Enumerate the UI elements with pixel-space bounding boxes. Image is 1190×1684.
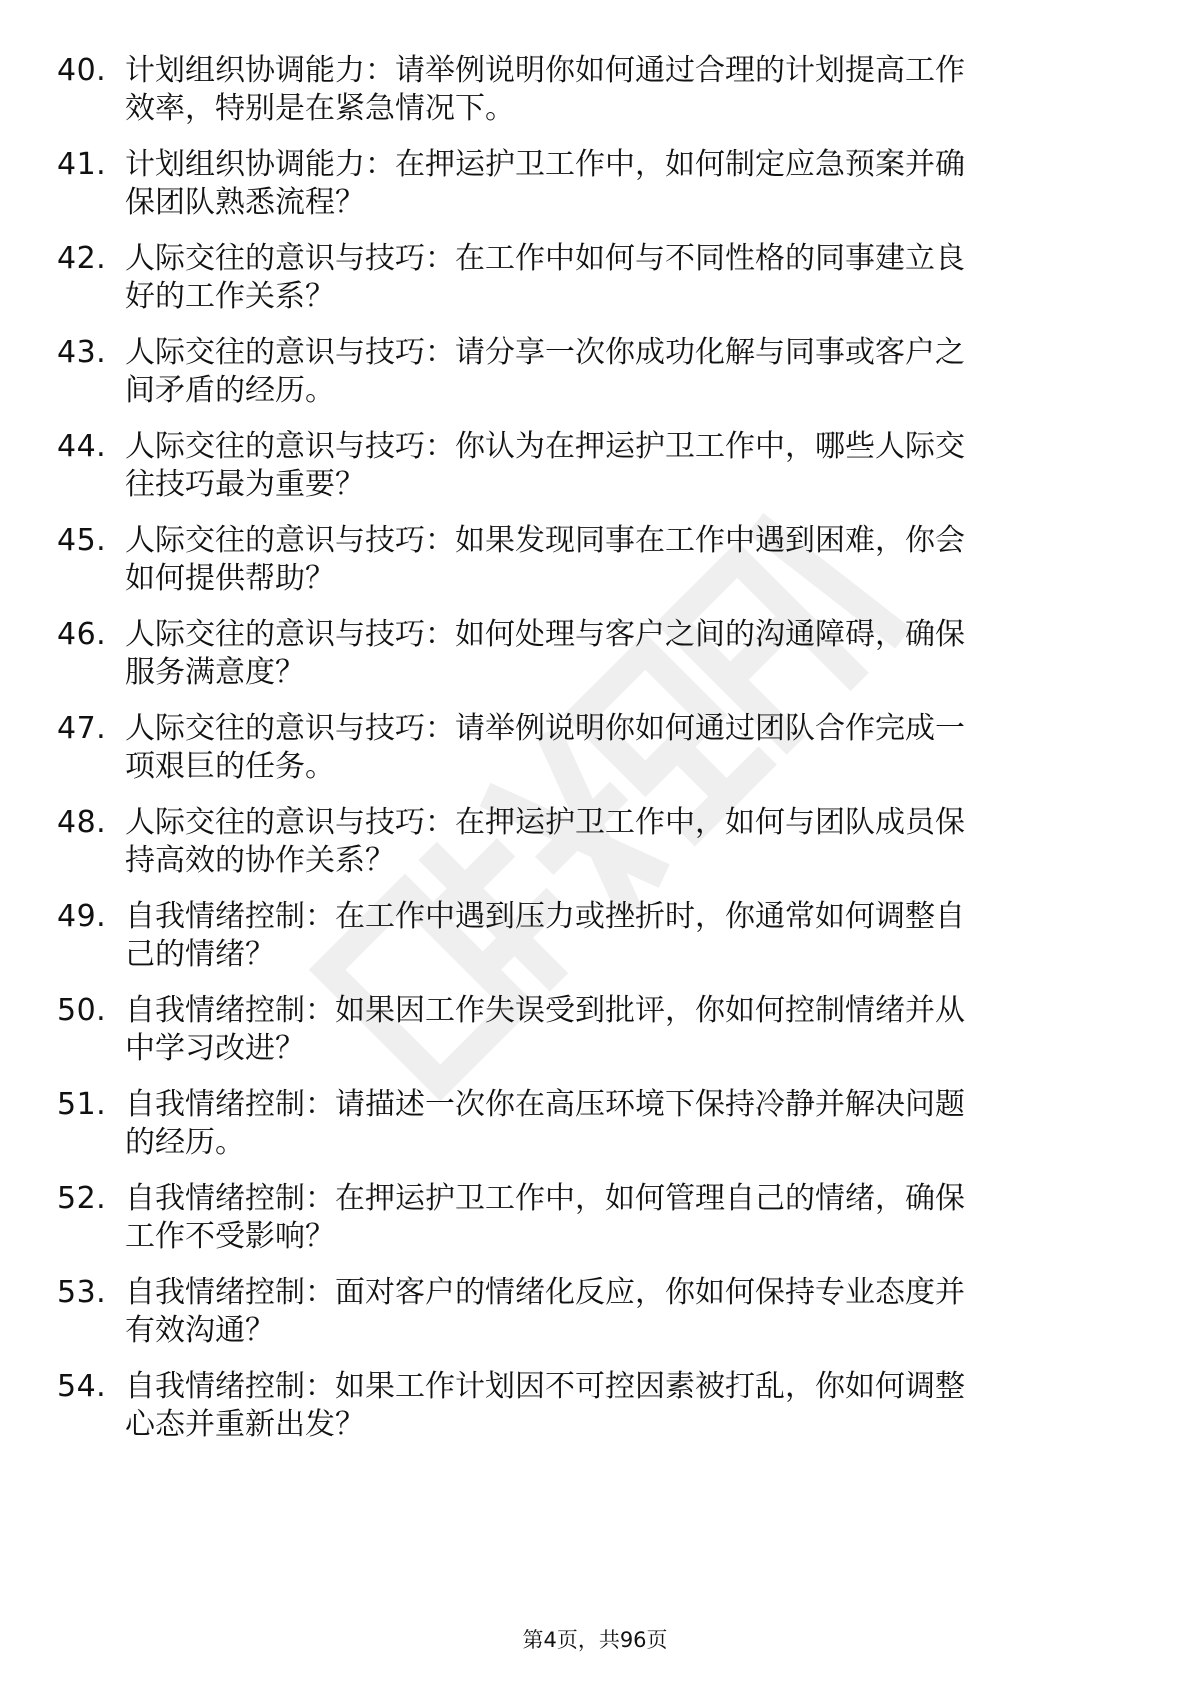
question-number: 43. bbox=[57, 335, 107, 370]
question-line: 计划组织协调能力：请举例说明你如何通过合理的计划提高工作 bbox=[125, 53, 965, 88]
question-line: 自我情绪控制：请描述一次你在高压环境下保持冷静并解决问题 bbox=[125, 1087, 965, 1122]
question-number: 50. bbox=[57, 993, 107, 1028]
list-item bbox=[0, 428, 1190, 504]
question-text bbox=[125, 616, 1105, 692]
list-item bbox=[0, 898, 1190, 974]
question-number: 54. bbox=[57, 1369, 107, 1404]
question-line: 人际交往的意识与技巧：在工作中如何与不同性格的同事建立良 bbox=[125, 241, 965, 276]
question-text bbox=[125, 522, 1105, 598]
question-line: 保团队熟悉流程？ bbox=[125, 185, 365, 220]
question-line: 往技巧最为重要？ bbox=[125, 467, 365, 502]
question-line: 己的情绪？ bbox=[125, 937, 275, 972]
question-number: 47. bbox=[57, 711, 107, 746]
question-line: 有效沟通？ bbox=[125, 1313, 275, 1348]
page-footer: 第4页，共96页 bbox=[522, 1628, 668, 1652]
list-item bbox=[0, 804, 1190, 880]
question-number: 46. bbox=[57, 617, 107, 652]
question-text bbox=[125, 804, 1105, 880]
question-text bbox=[125, 240, 1105, 316]
question-number: 44. bbox=[57, 429, 107, 464]
question-line: 间矛盾的经历。 bbox=[125, 373, 335, 408]
question-number: 48. bbox=[57, 805, 107, 840]
question-line: 人际交往的意识与技巧：如何处理与客户之间的沟通障碍，确保 bbox=[125, 617, 965, 652]
list-item bbox=[0, 992, 1190, 1068]
question-number: 41. bbox=[57, 147, 107, 182]
question-line: 人际交往的意识与技巧：如果发现同事在工作中遇到困难，你会 bbox=[125, 523, 965, 558]
list-item bbox=[0, 1086, 1190, 1162]
question-number: 51. bbox=[57, 1087, 107, 1122]
list-item bbox=[0, 1274, 1190, 1350]
question-text bbox=[125, 898, 1105, 974]
question-text bbox=[125, 1368, 1105, 1444]
question-line: 自我情绪控制：如果因工作失误受到批评，你如何控制情绪并从 bbox=[125, 993, 965, 1028]
question-line: 人际交往的意识与技巧：请分享一次你成功化解与同事或客户之 bbox=[125, 335, 965, 370]
question-number: 53. bbox=[57, 1275, 107, 1310]
question-text bbox=[125, 1086, 1105, 1162]
list-item bbox=[0, 1180, 1190, 1256]
question-text bbox=[125, 1180, 1105, 1256]
list-item bbox=[0, 146, 1190, 222]
question-line: 工作不受影响？ bbox=[125, 1219, 335, 1254]
question-text bbox=[125, 710, 1105, 786]
question-line: 如何提供帮助？ bbox=[125, 561, 335, 596]
list-item bbox=[0, 240, 1190, 316]
list-item bbox=[0, 1368, 1190, 1444]
question-line: 服务满意度？ bbox=[125, 655, 305, 690]
question-line: 自我情绪控制：在工作中遇到压力或挫折时，你通常如何调整自 bbox=[125, 899, 965, 934]
question-line: 计划组织协调能力：在押运护卫工作中，如何制定应急预案并确 bbox=[125, 147, 965, 182]
question-text bbox=[125, 146, 1105, 222]
question-line: 效率，特别是在紧急情况下。 bbox=[125, 91, 515, 126]
question-number: 40. bbox=[57, 53, 107, 88]
question-number: 45. bbox=[57, 523, 107, 558]
question-line: 的经历。 bbox=[125, 1125, 245, 1160]
list-item bbox=[0, 52, 1190, 128]
question-line: 人际交往的意识与技巧：在押运护卫工作中，如何与团队成员保 bbox=[125, 805, 965, 840]
question-line: 自我情绪控制：在押运护卫工作中，如何管理自己的情绪，确保 bbox=[125, 1181, 965, 1216]
question-text bbox=[125, 334, 1105, 410]
question-line: 好的工作关系？ bbox=[125, 279, 335, 314]
list-item bbox=[0, 522, 1190, 598]
question-line: 心态并重新出发？ bbox=[125, 1407, 365, 1442]
question-line: 持高效的协作关系？ bbox=[125, 843, 395, 878]
list-item bbox=[0, 616, 1190, 692]
question-text bbox=[125, 1274, 1105, 1350]
question-line: 中学习改进？ bbox=[125, 1031, 305, 1066]
question-number: 52. bbox=[57, 1181, 107, 1216]
question-number: 42. bbox=[57, 241, 107, 276]
question-line: 人际交往的意识与技巧：你认为在押运护卫工作中，哪些人际交 bbox=[125, 429, 965, 464]
question-text bbox=[125, 52, 1105, 128]
question-line: 项艰巨的任务。 bbox=[125, 749, 335, 784]
question-line: 自我情绪控制：如果工作计划因不可控因素被打乱，你如何调整 bbox=[125, 1369, 965, 1404]
question-number: 49. bbox=[57, 899, 107, 934]
question-line: 自我情绪控制：面对客户的情绪化反应，你如何保持专业态度并 bbox=[125, 1275, 965, 1310]
list-item bbox=[0, 710, 1190, 786]
list-item bbox=[0, 334, 1190, 410]
question-text bbox=[125, 992, 1105, 1068]
question-text bbox=[125, 428, 1105, 504]
question-line: 人际交往的意识与技巧：请举例说明你如何通过团队合作完成一 bbox=[125, 711, 965, 746]
question-list bbox=[0, 52, 1190, 1462]
